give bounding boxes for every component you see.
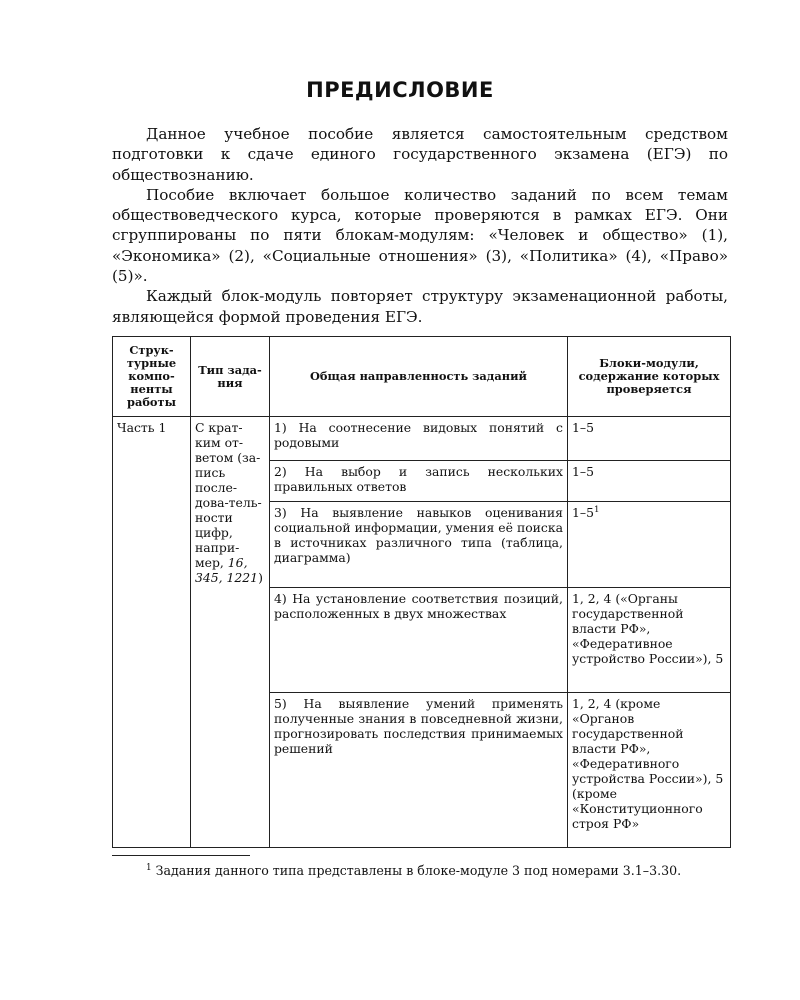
header-modules: Блоки-модули, содержание которых проверяется: [568, 337, 731, 417]
footnote-ref: 1: [593, 504, 600, 515]
paragraph-1: Данное учебное пособие является самостоятельным средством подготовки к сдаче единого государственного экзамена (ЕГЭ) по обществознанию.: [112, 125, 728, 184]
exam-structure-table: [112, 336, 731, 848]
paragraph-3: Каждый блок-модуль повторяет структуру экзаменационной работы, являющейся формой проведения ЕГЭ.: [112, 287, 728, 326]
task-type-close: ): [258, 570, 263, 585]
task-cell: 5) На выявление умений применять полученные знания в повседневной жизни, прогнозировать последствия принимаемых решений: [270, 693, 568, 848]
table-row: [113, 417, 731, 461]
page-title: ПРЕДИСЛОВИЕ: [306, 78, 494, 102]
task-type-examples: 16, 345, 1221: [195, 555, 259, 585]
task-cell: 1) На соотнесение видовых понятий с родовыми: [270, 417, 568, 461]
footnote-mark: 1: [146, 862, 152, 873]
task-type-text: С крат-ким от-ветом (за-пись после-дова-тель-ности цифр, напри-мер,: [195, 420, 262, 570]
part-cell: Часть 1: [113, 417, 191, 848]
modules-value: 1–5: [572, 505, 594, 520]
footnote: [112, 862, 728, 879]
modules-cell: 1–5: [568, 417, 731, 461]
header-type: Тип зада-ния: [191, 337, 270, 417]
footnote-text: Задания данного типа представлены в блоке-модуле 3 под номерами 3.1–3.30.: [151, 863, 682, 878]
modules-cell: 1–5: [568, 461, 731, 502]
preface-text: [112, 124, 728, 327]
header-structure: Струк-турные компо-ненты работы: [113, 337, 191, 417]
header-direction: Общая направленность заданий: [270, 337, 568, 417]
task-cell: 3) На выявление навыков оценивания социальной информации, умения её поиска в источниках различного типа (таблица, диаграмма): [270, 502, 568, 588]
table-header-row: [113, 337, 731, 417]
task-cell: 4) На установление соответствия позиций, расположенных в двух множествах: [270, 588, 568, 693]
task-type-cell: [191, 417, 270, 848]
modules-cell: 1, 2, 4 («Органы государственной власти РФ», «Федеративное устройство России»), 5: [568, 588, 731, 693]
footnote-divider: [112, 855, 250, 856]
paragraph-2: Пособие включает большое количество заданий по всем темам обществоведческого курса, которые проверяются в рамках ЕГЭ. Они сгруппированы по пяти блокам-модулям: «Человек и общество» (1), «Экономика» (2), «Социальные отношения» (3), «Политика» (4), «Право» (5)».: [112, 185, 728, 286]
modules-cell: [568, 502, 731, 588]
task-cell: 2) На выбор и запись нескольких правильных ответов: [270, 461, 568, 502]
modules-cell: 1, 2, 4 (кроме «Органов государственной власти РФ», «Федеративного устройства России»), 5 (кроме «Конституционного строя РФ»: [568, 693, 731, 848]
